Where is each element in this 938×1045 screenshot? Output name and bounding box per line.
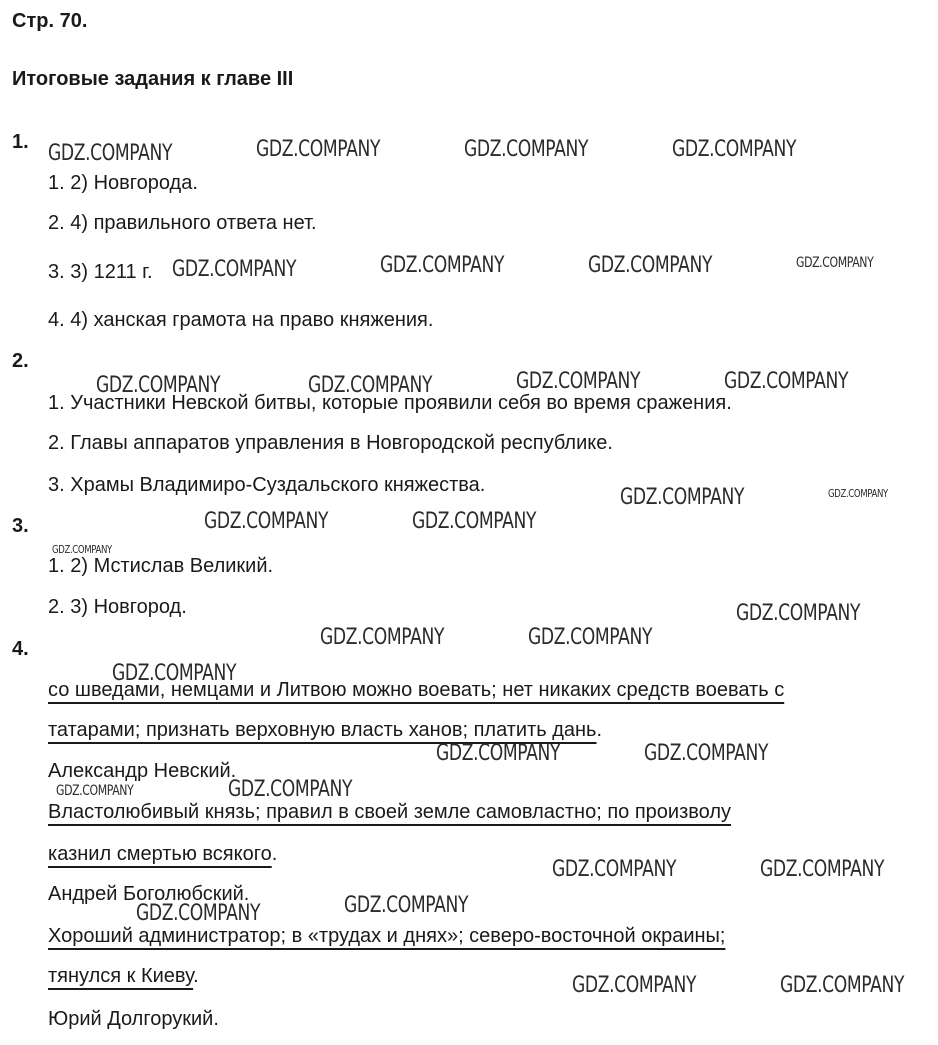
watermark: GDZ.COMPANY xyxy=(344,893,469,918)
section-1-item-4: 4. 4) ханская грамота на право княжения. xyxy=(48,309,434,331)
section-1-item-1: 1. 2) Новгорода. xyxy=(48,172,198,194)
watermark: GDZ.COMPANY xyxy=(228,777,353,802)
quote-text: тянулся к Киеву xyxy=(48,965,194,987)
watermark: GDZ.COMPANY xyxy=(436,741,561,766)
watermark: GDZ.COMPANY xyxy=(52,543,112,556)
watermark: GDZ.COMPANY xyxy=(672,137,797,162)
watermark: GDZ.COMPANY xyxy=(464,137,589,162)
section-1-item-3: 3. 3) 1211 г. xyxy=(48,261,153,283)
quote-line xyxy=(48,801,731,824)
quote-end: . xyxy=(271,843,278,865)
quote-end: . xyxy=(596,719,603,741)
watermark: GDZ.COMPANY xyxy=(644,741,769,766)
watermark: GDZ.COMPANY xyxy=(412,509,537,534)
page-number-header: Стр. 70. xyxy=(12,10,88,32)
watermark: GDZ.COMPANY xyxy=(380,253,505,278)
watermark: GDZ.COMPANY xyxy=(572,973,697,998)
watermark: GDZ.COMPANY xyxy=(552,857,677,882)
chapter-title: Итоговые задания к главе III xyxy=(12,68,294,90)
watermark: GDZ.COMPANY xyxy=(736,601,861,626)
section-1-item-2: 2. 4) правильного ответа нет. xyxy=(48,212,317,234)
answer-name: Александр Невский. xyxy=(48,760,237,782)
quote-text: со шведами, немцами и Литвою можно воевать; нет никаких средств воевать с xyxy=(48,679,785,701)
quote-text: казнил смертью всякого xyxy=(48,843,272,865)
section-1-number: 1. xyxy=(12,131,29,153)
section-3-number: 3. xyxy=(12,515,29,537)
quote-text: татарами; признать верховную власть ханов; платить дань xyxy=(48,719,597,741)
watermark: GDZ.COMPANY xyxy=(760,857,885,882)
watermark: GDZ.COMPANY xyxy=(136,901,261,926)
watermark: GDZ.COMPANY xyxy=(56,783,134,799)
watermark: GDZ.COMPANY xyxy=(112,661,237,686)
quote-line xyxy=(48,719,602,742)
watermark: GDZ.COMPANY xyxy=(828,487,888,500)
section-2-item-2: 2. Главы аппаратов управления в Новгородской республике. xyxy=(48,432,613,454)
watermark: GDZ.COMPANY xyxy=(724,369,849,394)
section-3-item-2: 2. 3) Новгород. xyxy=(48,596,187,618)
section-2-number: 2. xyxy=(12,350,29,372)
quote-text: Хороший администратор; в «трудах и днях»; северо-восточной окраины; xyxy=(48,925,726,947)
watermark: GDZ.COMPANY xyxy=(588,253,713,278)
watermark: GDZ.COMPANY xyxy=(796,255,874,271)
answer-name: Юрий Долгорукий. xyxy=(48,1008,219,1030)
watermark: GDZ.COMPANY xyxy=(320,625,445,650)
watermark: GDZ.COMPANY xyxy=(256,137,381,162)
quote-line xyxy=(48,925,725,948)
quote-line xyxy=(48,965,199,988)
watermark: GDZ.COMPANY xyxy=(204,509,329,534)
watermark: GDZ.COMPANY xyxy=(516,369,641,394)
answer-name: Андрей Боголюбский. xyxy=(48,883,250,905)
section-3-item-1: 1. 2) Мстислав Великий. xyxy=(48,555,274,577)
quote-line xyxy=(48,843,277,866)
watermark: GDZ.COMPANY xyxy=(48,141,173,166)
quote-end: . xyxy=(193,965,199,987)
section-4-number: 4. xyxy=(12,638,29,660)
watermark: GDZ.COMPANY xyxy=(308,373,433,398)
watermark: GDZ.COMPANY xyxy=(96,373,221,398)
section-2-item-1: 1. Участники Невской битвы, которые проявили себя во время сражения. xyxy=(48,392,732,414)
quote-text: Властолюбивый князь; правил в своей земле самовластно; по произволу xyxy=(48,801,732,823)
section-2-item-3: 3. Храмы Владимиро-Суздальского княжества. xyxy=(48,474,486,496)
watermark: GDZ.COMPANY xyxy=(620,485,745,510)
watermark: GDZ.COMPANY xyxy=(172,257,297,282)
watermark: GDZ.COMPANY xyxy=(780,973,905,998)
watermark: GDZ.COMPANY xyxy=(528,625,653,650)
